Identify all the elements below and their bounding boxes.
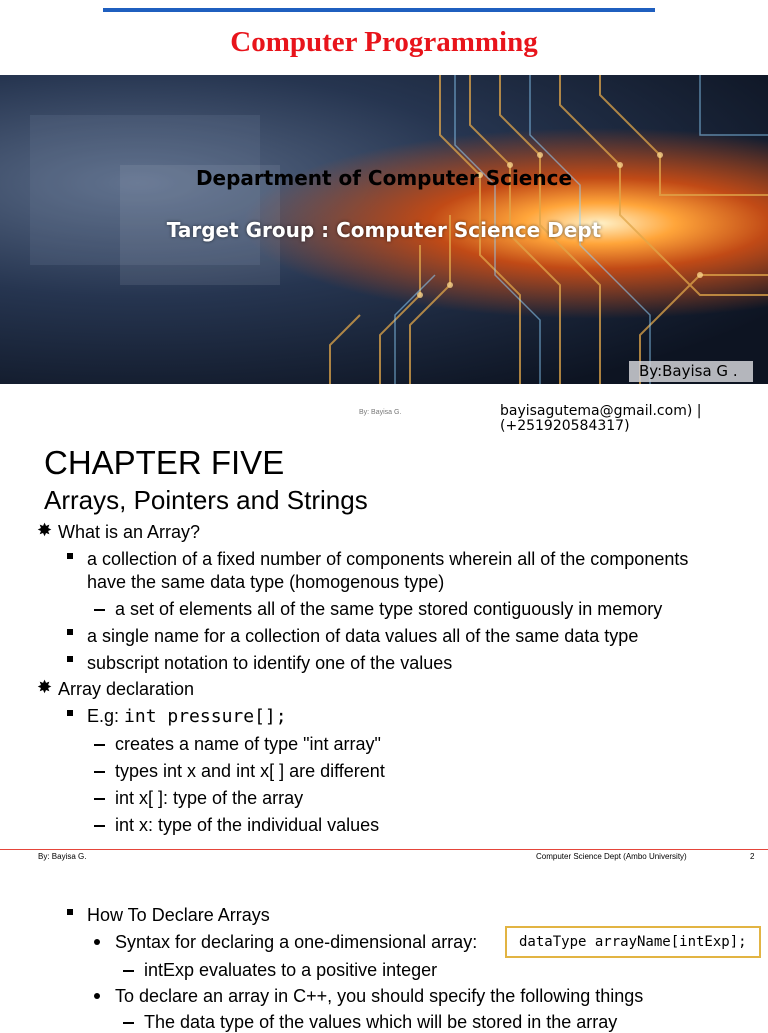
square-bullet-icon [67, 909, 73, 915]
square-bullet-icon [67, 553, 73, 559]
dash-bullet-icon [123, 970, 134, 972]
bullet-creates-name: creates a name of type "int array" [115, 734, 381, 754]
dash-bullet-icon [94, 744, 105, 746]
star-bullet-icon: ✸ [37, 677, 53, 697]
bullet-array-declaration: Array declaration [58, 679, 195, 699]
bullet-how-to-declare: How To Declare Arrays [87, 905, 270, 925]
bullet-types-different: types int x and int x[ ] are different [115, 761, 385, 781]
bullet-what-is-array: What is an Array? [58, 522, 201, 542]
square-bullet-icon [67, 710, 73, 716]
square-bullet-icon [67, 656, 73, 662]
slide1-footer-author: By: Bayisa G. [359, 409, 402, 416]
dot-bullet-icon [94, 993, 100, 999]
author-label: By:Bayisa G . [629, 361, 753, 382]
example-prefix: E.g: [87, 706, 125, 726]
bullet-syntax: Syntax for declaring a one-dimensional array: [115, 932, 478, 952]
dash-bullet-icon [94, 609, 105, 611]
department-heading: Department of Computer Science [195, 166, 573, 190]
dash-bullet-icon [94, 825, 105, 827]
footer-rule [0, 849, 768, 850]
example-code: int pressure[]; [124, 706, 287, 727]
footer-author: By: Bayisa G. [38, 852, 87, 861]
chapter-subtitle: Arrays, Pointers and Strings [44, 485, 368, 515]
target-group-heading: Target Group : Computer Science Dept [166, 218, 602, 242]
dash-bullet-icon [94, 771, 105, 773]
page-number: 2 [750, 852, 755, 861]
bullet-collection: a collection of a fixed number of components wherein all of the components [87, 549, 689, 569]
square-bullet-icon [67, 629, 73, 635]
bullet-data-type: The data type of the values which will be stored in the array [144, 1012, 618, 1032]
bullet-type-of-values: int x: type of the individual values [115, 815, 380, 835]
bullet-example [87, 706, 287, 727]
star-bullet-icon: ✸ [37, 520, 53, 540]
dot-bullet-icon [94, 939, 100, 945]
chapter-heading: CHAPTER FIVE [44, 444, 285, 481]
bullet-subscript-notation: subscript notation to identify one of the values [87, 653, 453, 673]
bullet-to-declare: To declare an array in C++, you should specify the following things [115, 986, 644, 1006]
bullet-set-of-elements: a set of elements all of the same type stored contiguously in memory [115, 599, 663, 619]
dash-bullet-icon [94, 798, 105, 800]
bullet-type-of-array: int x[ ]: type of the array [115, 788, 304, 808]
bullet-single-name: a single name for a collection of data values all of the same data type [87, 626, 639, 646]
slide-title: Computer Programming [230, 26, 538, 58]
footer-department: Computer Science Dept (Ambo University) [536, 852, 687, 861]
contact-info: bayisagutema@gmail.com) | (+251920584317) [500, 404, 702, 434]
bullet-intexp: intExp evaluates to a positive integer [144, 960, 438, 980]
bullet-collection-continued: have the same data type (homogenous type) [87, 572, 445, 592]
syntax-code-box: dataType arrayName[intExp]; [505, 926, 761, 958]
top-rule [103, 8, 655, 12]
